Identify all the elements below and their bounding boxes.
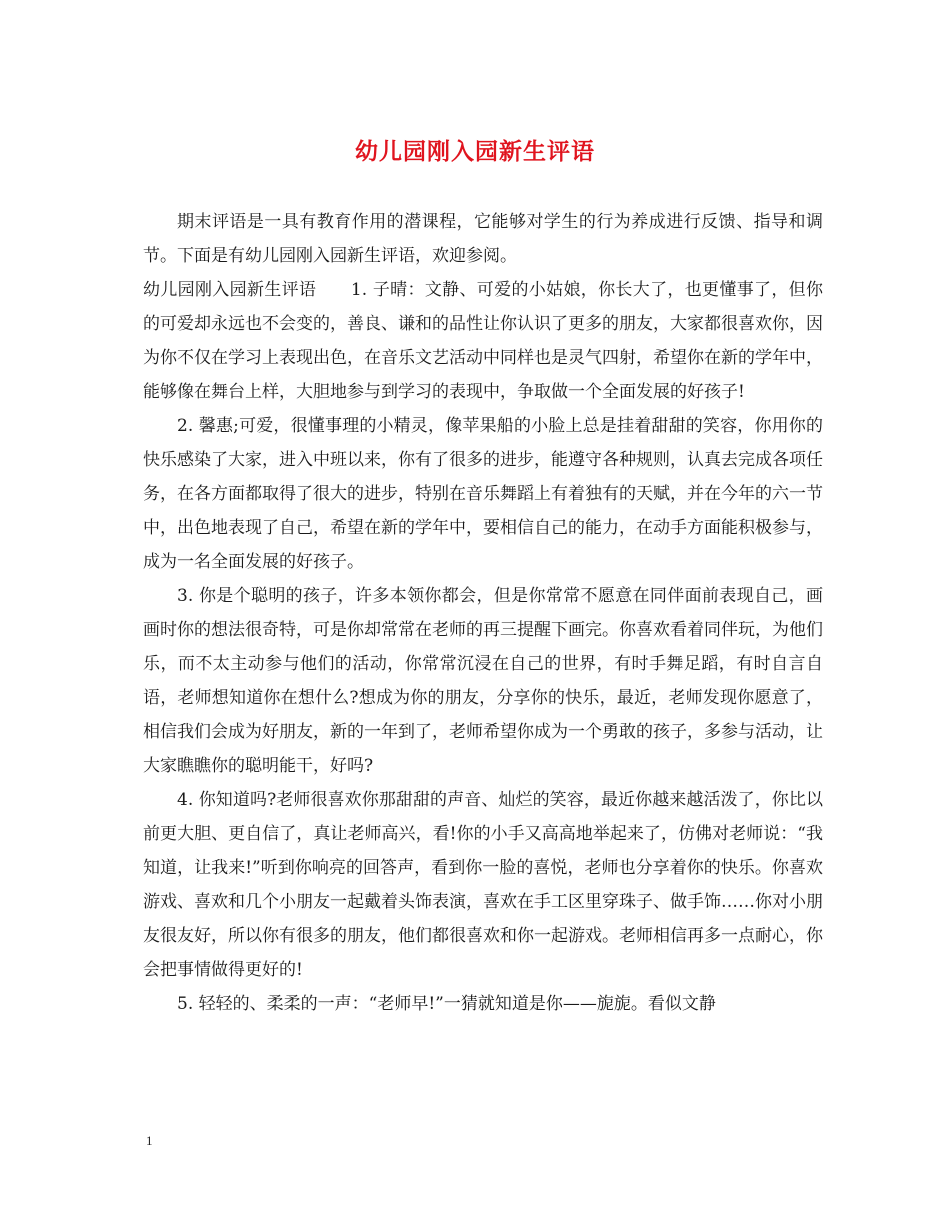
comment-paragraph-3: 3. 你是个聪明的孩子，许多本领你都会，但是你常常不愿意在同伴面前表现自己，画画时你的想法很奇特，可是你却常常在老师的再三提醒下画完。你喜欢看着同伴玩，为他们乐，而不太主动参与他们的活动，你常常沉浸在自己的世界，有时手舞足蹈，有时自言自语，老师想知道你在想什么?想成为你的朋友，分享你的快乐，最近，老师发现你愿意了，相信我们会成为好朋友，新的一年到了，老师希望你成为一个勇敢的孩子，多参与活动，让大家瞧瞧你的聪明能干，好吗? xyxy=(143,586,823,776)
comment-paragraph-4: 4. 你知道吗?老师很喜欢你那甜甜的声音、灿烂的笑容，最近你越来越活泼了，你比以前更大胆、更自信了，真让老师高兴，看!你的小手又高高地举起来了，仿佛对老师说：“我知道，让我来!”听到你响亮的回答声，看到你一脸的喜悦，老师也分享着你的快乐。你喜欢游戏、喜欢和几个小朋友一起戴着头饰表演，喜欢在手工区里穿珠子、做手饰……你对小朋友很友好，所以你有很多的朋友，他们都很喜欢和你一起游戏。老师相信再多一点耐心，你会把事情做得更好的! xyxy=(143,790,823,980)
document-title: 幼儿园刚入园新生评语 xyxy=(355,138,595,165)
comment-paragraph-1: 幼儿园刚入园新生评语 1. 子晴：文静、可爱的小姑娘，你长大了，也更懂事了，但你的可爱却永远也不会变的，善良、谦和的品性让你认识了更多的朋友，大家都很喜欢你，因为你不仅在学习上表现出色，在音乐文艺活动中同样也是灵气四射，希望你在新的学年中，能够像在舞台上样，大胆地参与到学习的表现中，争取做一个全面发展的好孩子! xyxy=(143,280,823,402)
page-number: 1 xyxy=(146,1133,153,1148)
intro-paragraph: 期末评语是一具有教育作用的潜课程，它能够对学生的行为养成进行反馈、指导和调节。下面是有幼儿园刚入园新生评语，欢迎参阅。 xyxy=(143,212,823,266)
document-body xyxy=(143,205,823,1021)
comment-paragraph-2: 2. 馨惠;可爱，很懂事理的小精灵，像苹果船的小脸上总是挂着甜甜的笑容，你用你的快乐感染了大家，进入中班以来，你有了很多的进步，能遵守各种规则，认真去完成各项任务，在各方面都取得了很大的进步，特别在音乐舞蹈上有着独有的天赋，并在今年的六一节中，出色地表现了自己，希望在新的学年中，要相信自己的能力，在动手方面能积极参与，成为一名全面发展的好孩子。 xyxy=(143,416,823,572)
comment-paragraph-5: 5. 轻轻的、柔柔的一声：“老师早!”一猜就知道是你——旎旎。看似文静 xyxy=(177,994,716,1014)
